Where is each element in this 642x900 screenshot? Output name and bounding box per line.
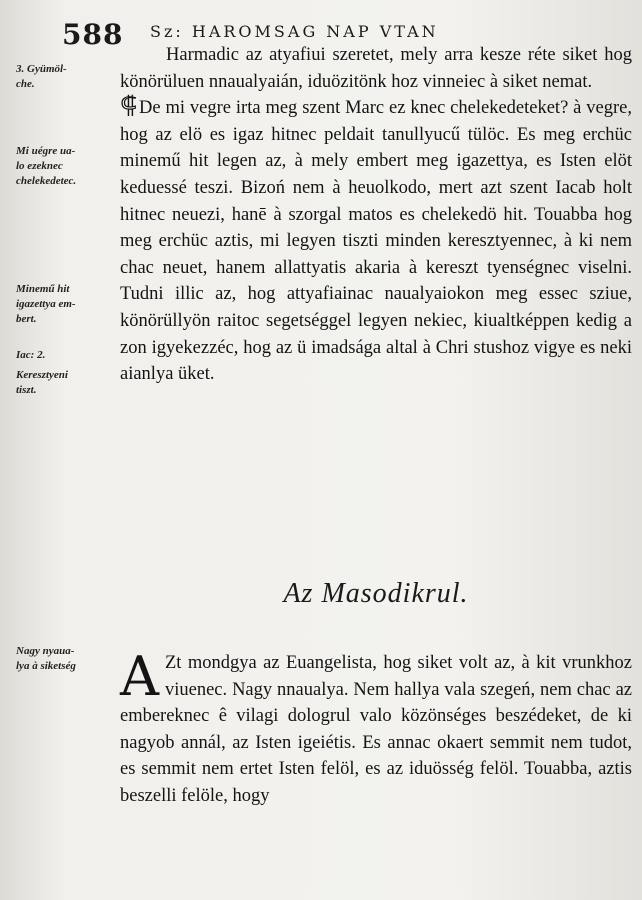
margin-note: Keresztyeni tiszt. <box>16 369 68 396</box>
section-heading: Az Masodikrul. <box>283 578 469 609</box>
margin-note: Nagy nyaua- lya à siketség <box>16 645 76 672</box>
text-block-lower <box>120 645 632 810</box>
text-block-upper <box>120 42 632 388</box>
paragraph-mark-icon: ⸿ <box>120 91 138 120</box>
margin-note: Iac: 2. <box>16 349 46 361</box>
paragraph-text: Zt mondgya az Euangelista, hog siket volt az, à kit vrunkhoz viuenec. Nagy nnaualya. Nem hallya vala szegeń, nem chac az embereknec ê vilagi dologrul valo közönséges beszédeket, de ki nagyob annál, az Isten igeiétis. Es annac okaert semmit nem tudot, es semmit nem ertet Isten felöl, es az iduösség felöl. Touabba, aztis beszelli felöle, hogy <box>120 653 632 806</box>
margin-note: 3. Gyümöl- che. <box>16 63 67 90</box>
margin-notes <box>16 62 122 892</box>
running-head: Sz: HAROMSAG NAP VTAN <box>150 22 439 41</box>
drop-cap: A <box>120 645 159 708</box>
paragraph <box>120 91 632 388</box>
margin-note: Minemű hit igazettya em- bert. <box>16 283 76 325</box>
paragraph-text: De mi vegre irta meg szent Marc ez knec chelekedeteket? à vegre, hog az elö es igaz hitnec peldait tanullyucű tülöc. Es meg erchüc minemű hit legen az, à mely embert meg igazettya, es Isten elöt keduessé teszi. Bizoń nem à heuolkodo, mert azt szent Iacab holt hitnec neuezi, hanē à szorgal matos es chelekedö hit. Touabba hog meg erchüc aztis, mi legyen tiszti minden keresztyennec, à ki nem chac neuet, hanem allattyatis akaria à kereszt tyenségnec viselni. Tudni illic az, hog attyafiainac naualyaiokon meg essec sziue, könörüllyön raitoc segetséggel legyen nekiec, kiualtképpen kedig a zon igyekezzéc, hog az ü imadsága altal à Chri stushoz vigye es neki aianlya üket. <box>120 98 632 385</box>
page-number: 588 <box>62 18 124 51</box>
paragraph: Harmadic az atyafiui szeretet, mely arra kesze réte siket hog könörüluen nnaualyaián, iduözitönk hoz vinneiec à siket nemat. <box>120 45 632 92</box>
paragraph <box>120 645 632 810</box>
margin-note: Mi uégre ua- lo ezeknec chelekedetec. <box>16 145 77 187</box>
